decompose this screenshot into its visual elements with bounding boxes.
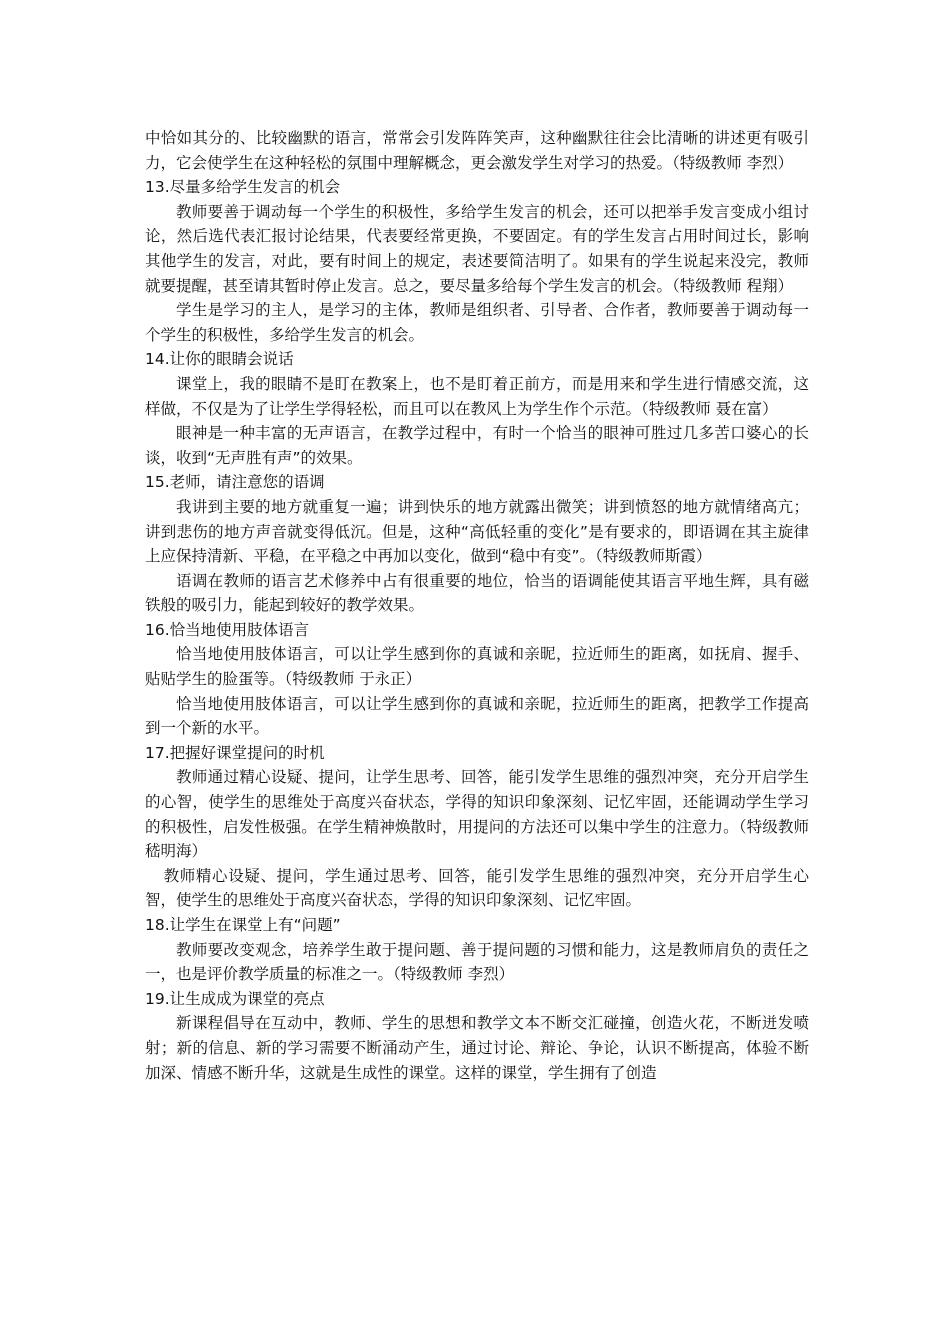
- paragraph: 新课程倡导在互动中，教师、学生的思想和教学文本不断交汇碰撞，创造火花，不断迸发喷射；新的信息、新的学习需要不断涌动产生，通过讨论、辩论、争论，认识不断提高，体验不断加深、情感不断升华，这就是生成性的课堂。这样的课堂，学生拥有了创造: [145, 1014, 809, 1082]
- section-heading-14: 14.让你的眼睛会说话: [145, 350, 294, 369]
- section-heading-18: 18.让学生在课堂上有“问题”: [145, 916, 341, 934]
- paragraph-continued: 中恰如其分的、比较幽默的语言，常常会引发阵阵笑声，这种幽默往往会比清晰的讲述更有吸引力，它会使学生在这种轻松的氛围中理解概念，更会激发学生对学习的热爱。（特级教师 李烈）: [145, 129, 809, 172]
- paragraph: 教师要改变观念，培养学生敢于提问题、善于提问题的习惯和能力，这是教师肩负的责任之一，也是评价教学质量的标准之一。（特级教师 李烈）: [145, 940, 809, 984]
- section-heading-17: 17.把握好课堂提问的时机: [145, 743, 325, 762]
- document-page: [145, 126, 809, 1085]
- section-heading-13: 13.尽量多给学生发言的机会: [145, 178, 341, 197]
- section-heading-15: 15.老师，请注意您的语调: [145, 473, 325, 492]
- paragraph: 恰当地使用肢体语言，可以让学生感到你的真诚和亲昵，拉近师生的距离，如抚肩、握手、贴贴学生的脸蛋等。（特级教师 于永正）: [145, 645, 809, 689]
- paragraph: 学生是学习的主人，是学习的主体，教师是组织者、引导者、合作者，教师要善于调动每一个学生的积极性，多给学生发言的机会。: [145, 301, 809, 344]
- paragraph: 眼神是一种丰富的无声语言，在教学过程中，有时一个恰当的眼神可胜过几多苦口婆心的长谈，收到“无声胜有声”的效果。: [145, 424, 809, 467]
- paragraph: 我讲到主要的地方就重复一遍；讲到快乐的地方就露出微笑；讲到愤怒的地方就情绪高亢；讲到悲伤的地方声音就变得低沉。但是，这种“高低轻重的变化”是有要求的，即语调在其主旋律上应保持清新、平稳，在平稳之中再加以变化，做到“稳中有变”。（特级教师斯霞）: [145, 497, 809, 566]
- paragraph: 教师通过精心设疑、提问，让学生思考、回答，能引发学生思维的强烈冲突，充分开启学生的心智，使学生的思维处于高度兴奋状态，学得的知识印象深刻、记忆牢固，还能调动学生学习的积极性，启发性极强。在学生精神焕散时，用提问的方法还可以集中学生的注意力。（特级教师 嵇明海）: [145, 768, 809, 861]
- section-heading-16: 16.恰当地使用肢体语言: [145, 620, 310, 639]
- paragraph: 课堂上，我的眼睛不是盯在教案上，也不是盯着正前方，而是用来和学生进行情感交流，这样做，不仅是为了让学生学得轻松，而且可以在教风上为学生作个示范。（特级教师 聂在富）: [145, 374, 809, 418]
- paragraph: 教师要善于调动每一个学生的积极性，多给学生发言的机会，还可以把举手发言变成小组讨论，然后选代表汇报讨论结果，代表要经常更换，不要固定。有的学生发言占用时间过长，影响其他学生的发言，对此，要有时间上的规定，表述要简洁明了。如果有的学生说起来没完，教师就要提醒，甚至请其暂时停止发言。总之，要尽量多给每个学生发言的机会。（特级教师 程翔）: [145, 202, 809, 295]
- paragraph: 恰当地使用肢体语言，可以让学生感到你的真诚和亲昵，拉近师生的距离，把教学工作提高到一个新的水平。: [145, 694, 809, 738]
- section-heading-19: 19.让生成成为课堂的亮点: [145, 989, 325, 1008]
- paragraph: 语调在教师的语言艺术修养中占有很重要的地位，恰当的语调能使其语言平地生辉，具有磁铁般的吸引力，能起到较好的教学效果。: [145, 571, 809, 615]
- paragraph: 教师精心设疑、提问，学生通过思考、回答，能引发学生思维的强烈冲突，充分开启学生心智，使学生的思维处于高度兴奋状态，学得的知识印象深刻、记忆牢固。: [145, 866, 809, 910]
